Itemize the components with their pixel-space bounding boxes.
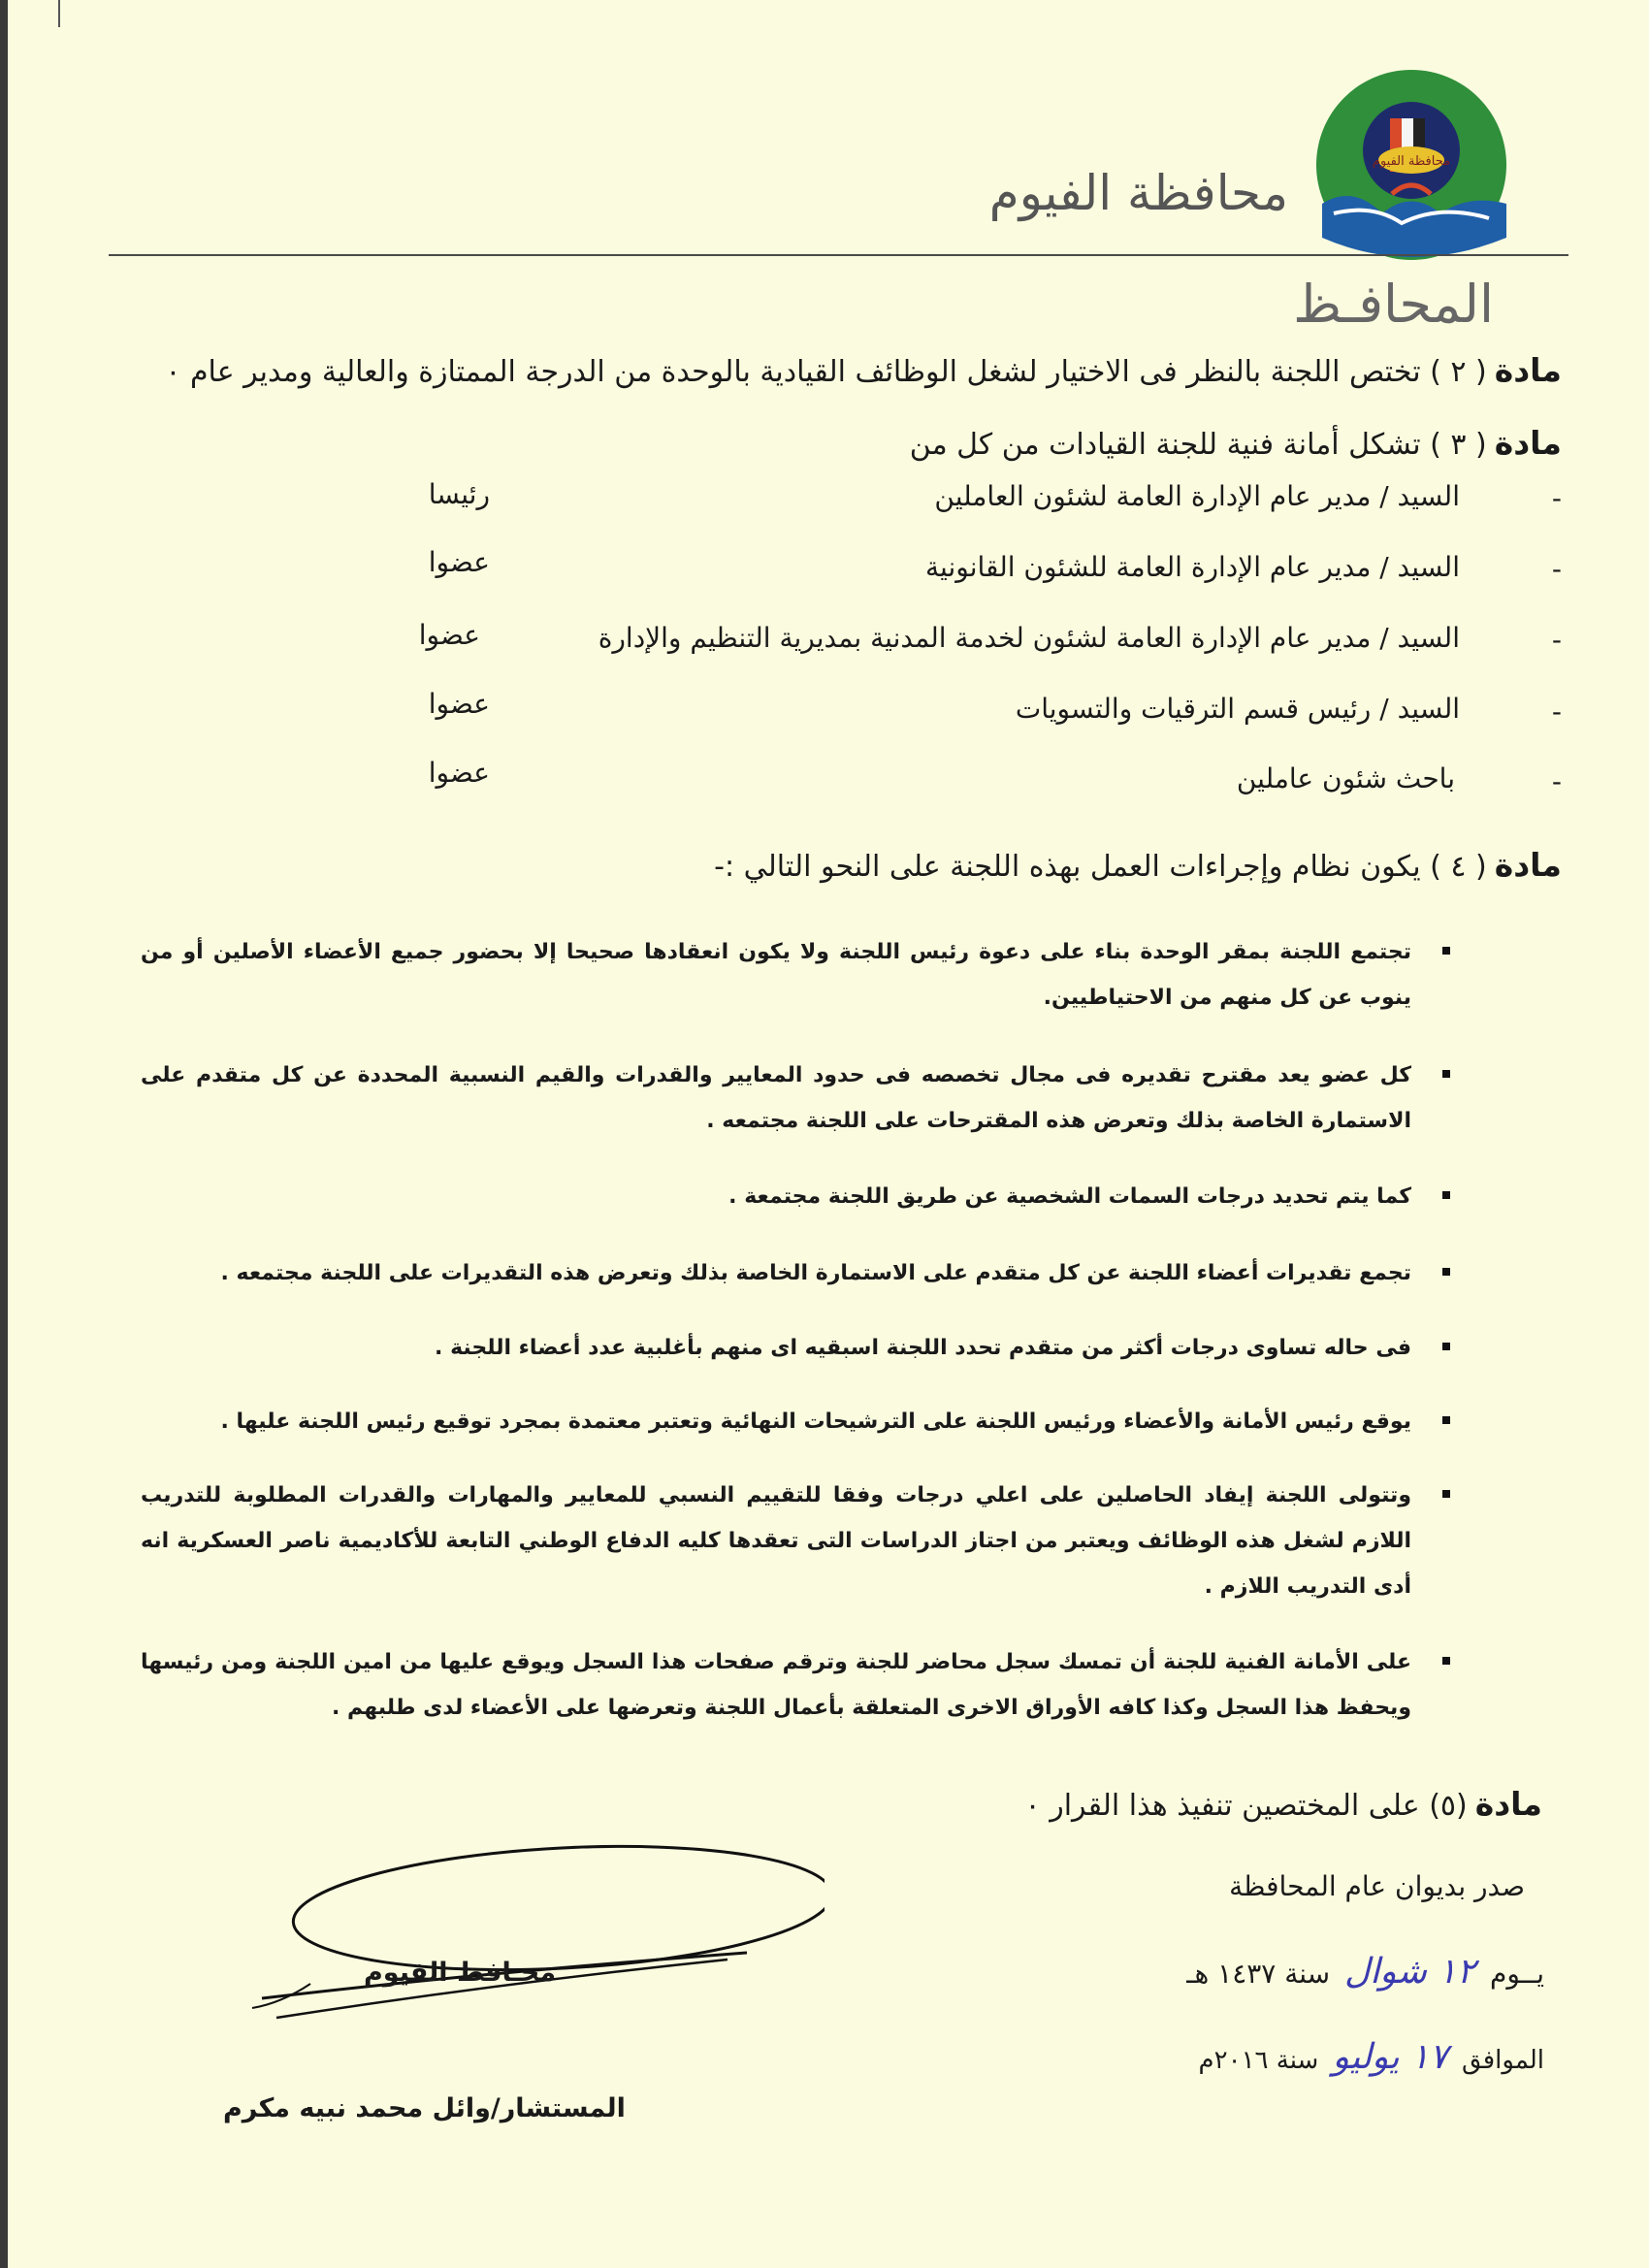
gregorian-year: سنة ٢٠١٦م <box>1198 2046 1319 2075</box>
procedure-item <box>141 1325 1450 1371</box>
procedure-text: فى حاله تساوى درجات أكثر من متقدم تحدد اللجنة اسبقيه اى منهم بأغلبية عدد أعضاء اللجنة . <box>435 1336 1411 1360</box>
member-dash: - <box>1551 696 1562 728</box>
article-number: (٥) <box>1429 1789 1468 1823</box>
article-number: ( ٢ ) <box>1430 355 1487 389</box>
procedure-text: كما يتم تحديد درجات السمات الشخصية عن طريق اللجنة مجتمعة . <box>728 1184 1411 1209</box>
handwritten-gregorian-date: ١٧ يوليو <box>1332 2037 1448 2077</box>
handwritten-hijri-date: ١٢ شوال <box>1344 1952 1476 1992</box>
member-dash: - <box>1551 482 1562 514</box>
procedure-text: وتتولى اللجنة إيفاد الحاصلين على اعلي درجات وفقا للتقييم النسبي للمعايير والمهارات والقدرات المطلوبة للتدريب اللازم لشغل هذه الوظائف ويعتبر من اجتاز الدراسات التى تعقدها كليه الدفاع الوطني التابعة للأكاديمية ناصر العسكرية انه أدى التدريب اللازم . <box>141 1483 1411 1599</box>
procedure-text: تجتمع اللجنة بمقر الوحدة بناء على دعوة رئيس اللجنة ولا يكون انعقادها صحيحا إلا بحضور جميع الأعضاء الأصلين أو من ينوب عن كل منهم من الاحتياطيين. <box>141 940 1411 1010</box>
article-label: مادة <box>1494 351 1562 389</box>
article-4 <box>714 846 1562 884</box>
committee-role: رئيسا <box>428 478 490 510</box>
committee-role: عضوا <box>428 757 490 789</box>
hijri-year: سنة ١٤٣٧ هـ <box>1186 1958 1331 1990</box>
committee-member: باحث شئون عاملين <box>1236 762 1455 794</box>
signer-name: المستشار/وائل محمد نبيه مكرم <box>223 2093 626 2123</box>
bullet-icon <box>1442 1070 1450 1078</box>
governorate-logo <box>1314 68 1508 262</box>
procedure-item <box>141 1053 1450 1144</box>
procedure-item <box>141 929 1450 1021</box>
governorate-heading: محافظة الفيوم <box>988 165 1288 221</box>
committee-member: السيد / مدير عام الإدارة العامة لشئون العاملين <box>934 480 1460 512</box>
committee-role: عضوا <box>428 546 490 578</box>
committee-member: السيد / مدير عام الإدارة العامة للشئون القانونية <box>924 551 1460 583</box>
article-text: يكون نظام وإجراءات العمل بهذه اللجنة على النحو التالي :- <box>714 850 1421 884</box>
procedure-item <box>141 1250 1450 1296</box>
issued-line: صدر بديوان عام المحافظة <box>1229 1870 1525 1902</box>
article-label: مادة <box>1474 1785 1542 1823</box>
committee-member: السيد / مدير عام الإدارة العامة لشئون لخدمة المدنية بمديرية التنظيم والإدارة <box>598 622 1460 654</box>
article-label: مادة <box>1494 424 1562 462</box>
procedure-text: تجمع تقديرات أعضاء اللجنة عن كل متقدم على الاستمارة الخاصة بذلك وتعرض هذه التقديرات على اللجنة مجتمعه . <box>220 1261 1411 1285</box>
bullet-icon <box>1442 1268 1450 1276</box>
article-text: تشكل أمانة فنية للجنة القيادات من كل من <box>909 428 1421 462</box>
signer-title: محـافظ الفيوم <box>364 1958 557 1988</box>
member-dash: - <box>1551 624 1562 656</box>
article-text: تختص اللجنة بالنظر فى الاختيار لشغل الوظائف القيادية بالوحدة من الدرجة الممتازة والعالية ومدير عام ٠ <box>165 355 1421 389</box>
office-title: المحافـظ <box>1293 274 1494 335</box>
scan-edge-mark <box>58 0 60 27</box>
corresponding-prefix: الموافق <box>1462 2046 1544 2075</box>
member-dash: - <box>1551 553 1562 585</box>
bullet-icon <box>1442 1343 1450 1350</box>
procedure-item <box>141 1473 1450 1609</box>
article-text: على المختصين تنفيذ هذا القرار ٠ <box>1024 1789 1420 1823</box>
article-3 <box>910 424 1562 462</box>
date-day-prefix: يــوم <box>1490 1958 1544 1990</box>
member-dash: - <box>1551 765 1562 797</box>
bullet-icon <box>1442 947 1450 955</box>
bullet-icon <box>1442 1657 1450 1665</box>
committee-member: السيد / رئيس قسم الترقيات والتسويات <box>1015 693 1460 725</box>
procedure-text: على الأمانة الفنية للجنة أن تمسك سجل محاضر للجنة وترقم صفحات هذا السجل ويوقع عليها من امين اللجنة ومن رئيسها ويحفظ هذا السجل وكذا كافه الأوراق الاخرى المتعلقة بأعمال اللجنة وتعرضها على الأعضاء لدى طلبهم . <box>141 1650 1411 1720</box>
article-5 <box>1025 1785 1542 1823</box>
bullet-icon <box>1442 1490 1450 1498</box>
logo-lettering: محافظة الفيوم <box>1372 154 1451 169</box>
gregorian-date-line <box>1199 2037 1544 2077</box>
handwritten-signature <box>223 1838 824 2071</box>
article-number: ( ٤ ) <box>1430 850 1487 884</box>
procedure-text: يوقع رئيس الأمانة والأعضاء ورئيس اللجنة على الترشيحات النهائية وتعتبر معتمدة بمجرد توقيع رئيس اللجنة عليها . <box>220 1409 1411 1434</box>
article-number: ( ٣ ) <box>1430 428 1487 462</box>
committee-role: عضوا <box>418 619 480 651</box>
hijri-date-line <box>1186 1952 1544 1992</box>
article-label: مادة <box>1494 846 1562 884</box>
bullet-icon <box>1442 1416 1450 1424</box>
scan-edge <box>0 0 8 2268</box>
procedure-item <box>141 1174 1450 1219</box>
article-2 <box>165 351 1562 389</box>
header-divider <box>109 254 1568 256</box>
bullet-icon <box>1442 1191 1450 1199</box>
procedure-item <box>141 1399 1450 1444</box>
procedure-text: كل عضو يعد مقترح تقديره فى مجال تخصصه فى حدود المعايير والقدرات والقيم النسبية المحددة عن كل متقدم على الاستمارة الخاصة بذلك وتعرض هذه المقترحات على اللجنة مجتمعه . <box>141 1063 1411 1133</box>
procedure-item <box>141 1639 1450 1731</box>
committee-role: عضوا <box>428 688 490 720</box>
